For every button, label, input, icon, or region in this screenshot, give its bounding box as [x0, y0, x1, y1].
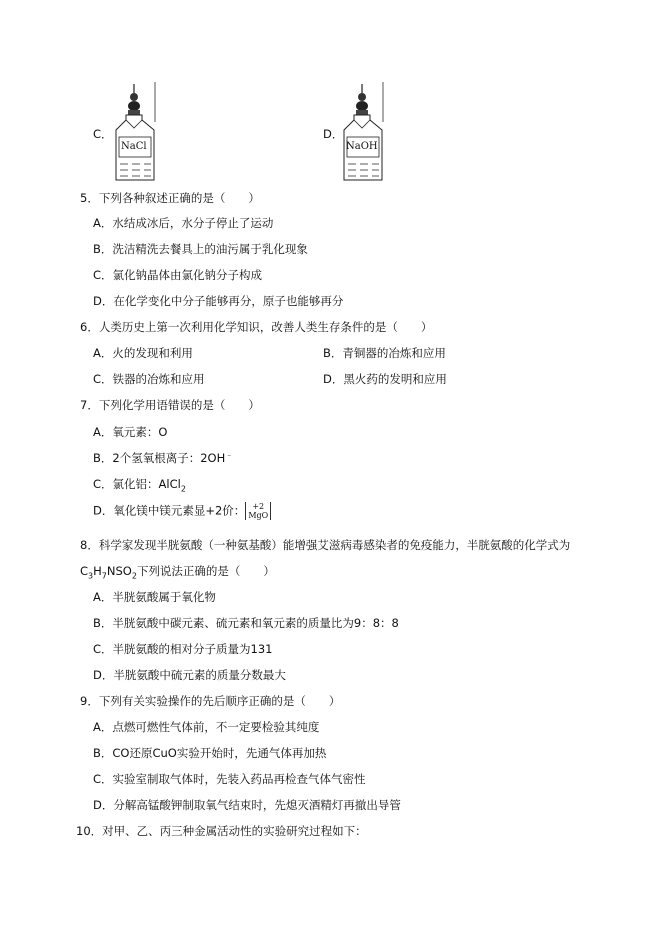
bottle-label-nacl: NaCl — [121, 141, 147, 152]
question-8-option-b: B．半胱氨酸中碳元素、硫元素和氧元素的质量比为9：8：8 — [93, 616, 399, 630]
valence-notation — [245, 502, 271, 520]
bottle-label-naoh: NaOH — [346, 141, 378, 152]
subscript: 2 — [180, 484, 186, 494]
question-5-option-b: B．洗洁精洗去餐具上的油污属于乳化现象 — [93, 242, 308, 256]
question-8-option-d: D．半胱氨酸中硫元素的质量分数最大 — [93, 668, 286, 682]
question-8-formula-line — [80, 563, 275, 580]
formula-c: C — [80, 564, 89, 578]
question-7-option-a: A．氧元素：O — [93, 425, 168, 439]
charge-superscript: ﹣ — [225, 450, 234, 459]
question-5-option-c: C．氯化钠晶体由氯化钠分子构成 — [93, 268, 263, 282]
option-c-letter: C． — [93, 127, 113, 141]
formula-sub-7: 7 — [101, 571, 107, 581]
formula-sub-3: 3 — [88, 571, 94, 581]
question-7-option-b — [93, 449, 233, 466]
option-d-text: D．氧化镁中镁元素显+2价： — [93, 503, 246, 518]
formula-h: H — [93, 564, 102, 578]
option-c-text: C．氯化铝：AlCl — [93, 477, 181, 491]
formula-sub-2: 2 — [131, 571, 137, 581]
question-6-option-b: B．青铜器的冶炼和应用 — [323, 346, 446, 360]
question-9-option-c: C．实验室制取气体时，先装入药品再检查气体气密性 — [93, 772, 366, 786]
dropper-bottle-c — [114, 82, 158, 182]
question-7-stem: 7．下列化学用语错误的是（ ） — [80, 398, 260, 412]
question-9-option-a: A．点燃可燃性气体前，不一定要检验其纯度 — [93, 720, 320, 734]
option-b-text: B．2个氢氧根离子：2OH — [93, 450, 226, 465]
question-6-option-d: D．黑火药的发明和应用 — [323, 372, 447, 386]
dropper-bottle-d — [342, 82, 386, 182]
question-8-stem2: 下列说法正确的是（ ） — [136, 564, 275, 578]
dropper-bottle-icon — [114, 82, 158, 182]
question-8-stem: 8．科学家发现半胱氨酸（一种氨基酸）能增强艾滋病毒感染者的免疫能力，半胱氨酸的化学式为 — [80, 538, 571, 552]
formula-nso: NSO — [106, 564, 132, 578]
question-5-option-d: D．在化学变化中分子能够再分，原子也能够再分 — [93, 294, 344, 308]
valence-top: +2 — [252, 502, 265, 511]
valence-bottom: MgO — [248, 511, 269, 520]
question-9-stem: 9．下列有关实验操作的先后顺序正确的是（ ） — [80, 694, 341, 708]
question-7-option-c — [93, 476, 186, 493]
question-5-option-a: A．水结成冰后，水分子停止了运动 — [93, 216, 274, 230]
question-8-option-a: A．半胱氨酸属于氧化物 — [93, 590, 216, 604]
question-10-stem: 10．对甲、乙、丙三种金属活动性的实验研究过程如下： — [76, 824, 367, 838]
option-d-letter: D． — [323, 127, 344, 141]
question-9-option-b: B．CO还原CuO实验开始时，先通气体再加热 — [93, 746, 327, 760]
question-6-option-a: A．火的发现和利用 — [93, 346, 193, 360]
question-9-option-d: D．分解高锰酸钾制取氧气结束时，先熄灭酒精灯再撤出导管 — [93, 798, 401, 812]
question-6-option-c: C．铁器的冶炼和应用 — [93, 372, 205, 386]
question-8-option-c: C．半胱氨酸的相对分子质量为131 — [93, 642, 273, 656]
dropper-bottle-icon — [342, 82, 386, 182]
question-5-stem: 5．下列各种叙述正确的是（ ） — [80, 191, 260, 205]
question-6-stem: 6．人类历史上第一次利用化学知识，改善人类生存条件的是（ ） — [80, 320, 433, 334]
question-7-option-d — [93, 502, 271, 520]
